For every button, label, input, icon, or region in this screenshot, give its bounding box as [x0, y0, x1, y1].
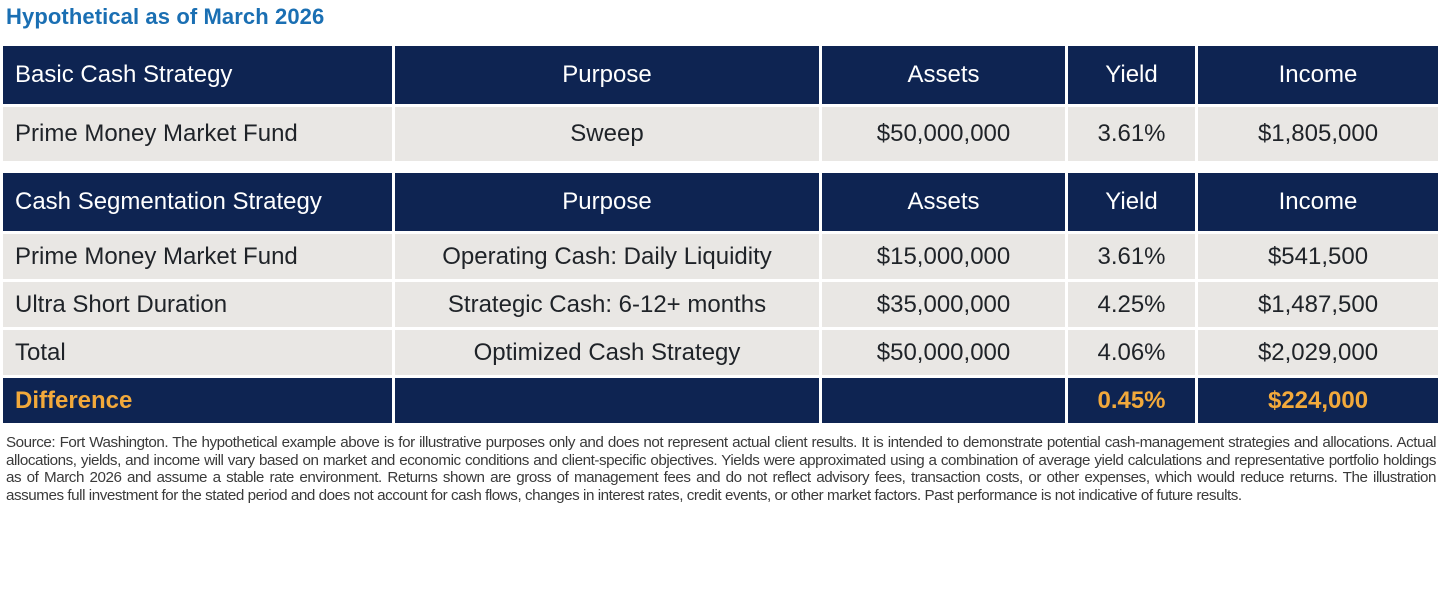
cell-income: $1,805,000 [1198, 107, 1438, 161]
column-header-assets: Assets [822, 173, 1065, 231]
column-header-purpose: Purpose [395, 173, 819, 231]
cell-income: $2,029,000 [1198, 330, 1438, 375]
cell-strategy: Prime Money Market Fund [3, 107, 392, 161]
cell-assets: $15,000,000 [822, 234, 1065, 279]
column-header-income: Income [1198, 46, 1438, 104]
table-row [3, 107, 1438, 161]
cell-income: $541,500 [1198, 234, 1438, 279]
difference-purpose-cell [395, 378, 819, 423]
cell-purpose: Optimized Cash Strategy [395, 330, 819, 375]
table-header-row [3, 173, 1438, 231]
column-header-yield: Yield [1068, 46, 1195, 104]
table-row [3, 330, 1438, 375]
column-header-strategy: Cash Segmentation Strategy [3, 173, 392, 231]
column-header-yield: Yield [1068, 173, 1195, 231]
column-header-assets: Assets [822, 46, 1065, 104]
cell-assets: $50,000,000 [822, 107, 1065, 161]
table-header-row [3, 46, 1438, 104]
column-header-purpose: Purpose [395, 46, 819, 104]
cell-purpose: Operating Cash: Daily Liquidity [395, 234, 819, 279]
cell-assets: $50,000,000 [822, 330, 1065, 375]
cell-yield: 3.61% [1068, 107, 1195, 161]
cell-purpose: Strategic Cash: 6-12+ months [395, 282, 819, 327]
cell-yield: 4.06% [1068, 330, 1195, 375]
page-title: Hypothetical as of March 2026 [6, 4, 325, 29]
cell-strategy: Prime Money Market Fund [3, 234, 392, 279]
table-row [3, 282, 1438, 327]
cash-segmentation-strategy-table [3, 173, 1438, 423]
difference-yield: 0.45% [1068, 378, 1195, 423]
cell-assets: $35,000,000 [822, 282, 1065, 327]
table-row [3, 234, 1438, 279]
difference-income: $224,000 [1198, 378, 1438, 423]
cell-yield: 3.61% [1068, 234, 1195, 279]
difference-assets-cell [822, 378, 1065, 423]
column-header-strategy: Basic Cash Strategy [3, 46, 392, 104]
cell-strategy: Total [3, 330, 392, 375]
basic-cash-strategy-table [3, 46, 1438, 161]
source-footnote: Source: Fort Washington. The hypothetical example above is for illustrative purposes only and does not represent actual client results. It is intended to demonstrate potential cash-management strategies and allocations. Actual allocations, yields, and income will vary based on market and economic conditions and client-specific objectives. Yields were approximated using a combination of average yield calculations and representative portfolio holdings as of March 2026 and assume a stable rate environment. Returns shown are gross of management fees and do not reflect advisory fees, transaction costs, or other expenses, which would reduce returns. The illustration assumes full investment for the stated period and does not account for cash flows, changes in interest rates, credit events, or other market factors. Past performance is not indicative of future results. [6, 434, 1436, 504]
cell-purpose: Sweep [395, 107, 819, 161]
cell-yield: 4.25% [1068, 282, 1195, 327]
cell-income: $1,487,500 [1198, 282, 1438, 327]
cell-strategy: Ultra Short Duration [3, 282, 392, 327]
difference-label: Difference [3, 378, 392, 423]
column-header-income: Income [1198, 173, 1438, 231]
difference-row [3, 378, 1438, 423]
